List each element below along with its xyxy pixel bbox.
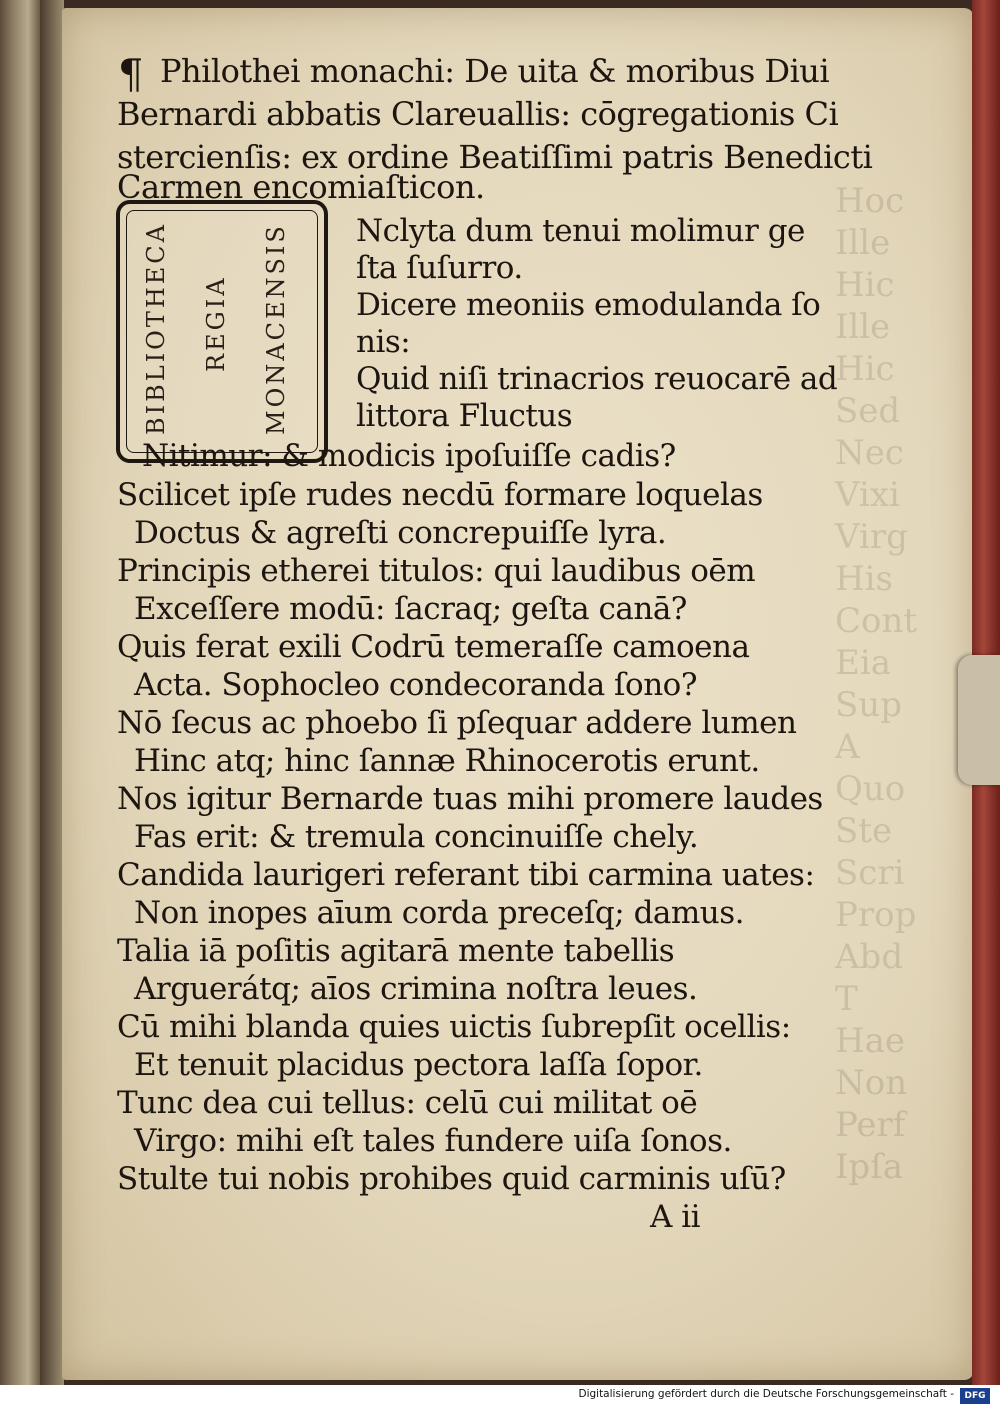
heading-line: stercienſis: ex ordine Beatiſſimi patris Benedicti — [117, 138, 873, 176]
stamp-text-bibliotheca: BIBLIOTHECA — [142, 222, 170, 436]
verse-line: Non inopes aīum corda preceſq; damus. — [134, 895, 745, 931]
bleed-line: Hic — [835, 349, 895, 389]
heading-line: Bernardi abbatis Clareuallis: cōgregationis Ci — [117, 95, 839, 133]
stamp-text-regia: REGIA — [202, 275, 230, 373]
bleed-line: Hic — [835, 265, 895, 305]
bleed-line: Ille — [835, 223, 891, 263]
verse-line: Nō ſecus ac phoebo ſi pſequar addere lumen — [117, 705, 797, 741]
bleed-line: Hae — [835, 1021, 906, 1061]
bleed-line: Eia — [835, 643, 891, 683]
bleed-line: Prop — [835, 895, 917, 935]
verse-line: Nos igitur Bernarde tuas mihi promere laudes — [117, 781, 823, 817]
bleed-line: Sup — [835, 685, 902, 725]
bleed-line: Quo — [835, 769, 906, 809]
dfg-logo: DFG — [960, 1388, 990, 1404]
stamp-text-monacensis: MONACENSIS — [262, 223, 290, 435]
verse-line: Fas erit: & tremula concinuiſſe chely. — [134, 819, 699, 855]
bleed-line: Cont — [835, 601, 918, 641]
bleed-line: Ste — [835, 811, 893, 851]
verse-line: nis: — [356, 324, 411, 360]
bleed-line: Sed — [835, 391, 901, 431]
bleed-line: Scri — [835, 853, 905, 893]
verse-line: Tunc dea cui tellus: celū cui militat oē — [117, 1085, 698, 1121]
verse-line: littora Fluctus — [356, 398, 573, 434]
bleed-line: His — [835, 559, 893, 599]
verse-line: Virgo: mihi eſt tales fundere uiſa ſonos. — [134, 1123, 732, 1159]
verse-line: Nclyta dum tenui molimur ge — [356, 213, 805, 249]
page-clip — [958, 655, 1000, 785]
verse-line: Arguerátq; aīos crimina noſtra leues. — [134, 971, 698, 1007]
verse-line: Stulte tui nobis prohibes quid carminis uſū? — [117, 1161, 786, 1197]
book-gutter — [40, 0, 64, 1385]
heading-line: Philothei monachi: De uita & moribus Diui — [160, 52, 830, 90]
verse-line: Acta. Sophocleo condecoranda ſono? — [134, 667, 697, 703]
verse-line: Nitimur: & modicis ipoſuiſſe cadis? — [142, 438, 676, 474]
verse-line: Principis etherei titulos: qui laudibus oēm — [117, 553, 756, 589]
bleed-line: Nec — [835, 433, 904, 473]
verse-line: Doctus & agreſti concrepuiſſe lyra. — [134, 515, 667, 551]
signature-mark: A ii — [650, 1199, 701, 1235]
bleed-line: Non — [835, 1063, 908, 1103]
verse-line: Scilicet ipſe rudes necdū formare loquelas — [117, 477, 763, 513]
bleed-line: Virg — [835, 517, 908, 557]
heading-line: Carmen encomiaſticon. — [117, 168, 485, 206]
library-stamp — [116, 200, 328, 463]
bleed-line: Vixi — [835, 475, 900, 515]
bleed-line: Perf — [835, 1105, 906, 1145]
bleed-line: Ille — [835, 307, 891, 347]
verse-line: ſta ſuſurro. — [356, 250, 523, 286]
verse-line: Dicere meoniis emodulanda ſo — [356, 287, 821, 323]
left-page-edge — [0, 0, 40, 1385]
verse-line: Et tenuit placidus pectora laſſa ſopor. — [134, 1047, 703, 1083]
bleed-through-text — [835, 180, 918, 1187]
verse-line: Quid niſi trinacrios reuocarē ad — [356, 361, 838, 397]
verse-line: Quis ferat exili Codrū temeraſſe camoena — [117, 629, 750, 665]
bleed-line: Ipſa — [835, 1147, 904, 1187]
bleed-line: A — [835, 727, 860, 767]
verse-line: Exceſſere modū: ſacraq; geſta canā? — [134, 591, 687, 627]
bleed-line: Hoc — [835, 181, 905, 221]
funding-credit: Digitalisierung gefördert durch die Deutsche Forschungsgemeinschaft - — [578, 1388, 954, 1400]
bleed-line: T — [835, 979, 858, 1019]
verse-line: Hinc atq; hinc ſannæ Rhinocerotis erunt. — [134, 743, 760, 779]
bleed-line: Abd — [835, 937, 904, 977]
verse-line: Cū mihi blanda quies uictis ſubrepſit ocellis: — [117, 1009, 791, 1045]
pilcrow-mark: ¶ — [118, 52, 144, 98]
verse-line: Talia iā poſitis agitarā mente tabellis — [117, 933, 675, 969]
verse-line: Candida laurigeri referant tibi carmina uates: — [117, 857, 815, 893]
footer-bar — [0, 1385, 1000, 1408]
